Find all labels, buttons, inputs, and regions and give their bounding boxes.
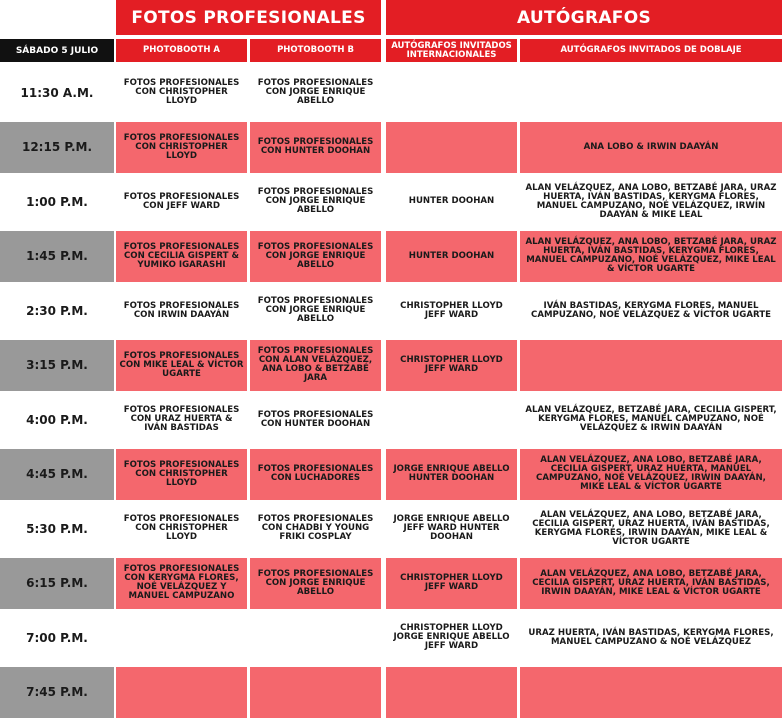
schedule-cell-autografos-doblaje xyxy=(520,667,782,718)
schedule-cell-photobooth-a: FOTOS PROFESIONALES CON JEFF WARD xyxy=(116,176,247,228)
schedule-cell-photobooth-a: FOTOS PROFESIONALES CON CHRISTOPHER LLOYD xyxy=(116,122,247,174)
schedule-cell-autografos-doblaje: ALAN VELÁZQUEZ, ANA LOBO, BETZABÉ JARA, URAZ HUERTA, IVÁN BASTIDAS, KERYGMA FLORES, MANUEL CAMPUZANO, NOÉ VELÁZQUEZ, IRWIN DAAYÁN & MIKE LEAL xyxy=(520,176,782,228)
schedule-cell-photobooth-a: FOTOS PROFESIONALES CON URAZ HUERTA & IVÁN BASTIDAS xyxy=(116,394,247,446)
time-slot: 7:45 P.M. xyxy=(0,667,114,718)
schedule-cell-photobooth-b xyxy=(250,612,381,664)
time-slot: 6:15 P.M. xyxy=(0,558,114,610)
schedule-cell-autografos-internacionales: CHRISTOPHER LLOYD JEFF WARD xyxy=(386,558,517,610)
time-slot: 1:00 P.M. xyxy=(0,176,114,228)
section-fotos-profesionales: FOTOS PROFESIONALES xyxy=(116,0,381,35)
schedule-cell-autografos-internacionales: CHRISTOPHER LLOYD JEFF WARD xyxy=(386,340,517,392)
schedule-cell-autografos-internacionales xyxy=(386,394,517,446)
time-slot: 4:45 P.M. xyxy=(0,449,114,501)
schedule-cell-autografos-internacionales: HUNTER DOOHAN xyxy=(386,231,517,283)
schedule-cell-autografos-internacionales xyxy=(386,667,517,718)
schedule-cell-photobooth-a: FOTOS PROFESIONALES CON CHRISTOPHER LLOYD xyxy=(116,503,247,555)
schedule-cell-photobooth-b: FOTOS PROFESIONALES CON CHADBI Y YOUNG FRIKI COSPLAY xyxy=(250,503,381,555)
schedule-cell-autografos-doblaje: IVÁN BASTIDAS, KERYGMA FLORES, MANUEL CAMPUZANO, NOÉ VELÁZQUEZ & VÍCTOR UGARTE xyxy=(520,285,782,337)
schedule-cell-autografos-internacionales: JORGE ENRIQUE ABELLO JEFF WARD HUNTER DOOHAN xyxy=(386,503,517,555)
schedule-cell-photobooth-a: FOTOS PROFESIONALES CON CHRISTOPHER LLOYD xyxy=(116,449,247,501)
schedule-cell-photobooth-b: FOTOS PROFESIONALES CON HUNTER DOOHAN xyxy=(250,394,381,446)
column-header-autografos-doblaje: AUTÓGRAFOS INVITADOS DE DOBLAJE xyxy=(520,39,782,62)
column-header-photobooth-b: PHOTOBOOTH B xyxy=(250,39,381,62)
schedule-cell-photobooth-a xyxy=(116,667,247,718)
schedule-cell-autografos-internacionales: JORGE ENRIQUE ABELLO HUNTER DOOHAN xyxy=(386,449,517,501)
column-header-photobooth-a: PHOTOBOOTH A xyxy=(116,39,247,62)
schedule-cell-photobooth-b: FOTOS PROFESIONALES CON ALAN VELÁZQUEZ, ANA LOBO & BETZABÉ JARA xyxy=(250,340,381,392)
schedule-cell-photobooth-a: FOTOS PROFESIONALES CON KERYGMA FLORES, NOÉ VELÁZQUEZ Y MANUEL CAMPUZANO xyxy=(116,558,247,610)
schedule-cell-photobooth-a: FOTOS PROFESIONALES CON IRWIN DAAYÁN xyxy=(116,285,247,337)
schedule-cell-autografos-doblaje: ALAN VELÁZQUEZ, ANA LOBO, BETZABÉ JARA, URAZ HUERTA, IVÁN BASTIDAS, KERYGMA FLORES, MANUEL CAMPUZANO, NOÉ VELÁZQUEZ, MIKE LEAL & VÍCTOR UGARTE xyxy=(520,231,782,283)
schedule-cell-autografos-doblaje: URAZ HUERTA, IVÁN BASTIDAS, KERYGMA FLORES, MANUEL CAMPUZANO & NOÉ VELÁZQUEZ xyxy=(520,612,782,664)
schedule-cell-photobooth-b: FOTOS PROFESIONALES CON JORGE ENRIQUE ABELLO xyxy=(250,176,381,228)
schedule-cell-autografos-internacionales: CHRISTOPHER LLOYD JEFF WARD xyxy=(386,285,517,337)
schedule-cell-photobooth-a: FOTOS PROFESIONALES CON CHRISTOPHER LLOYD xyxy=(116,67,247,119)
schedule-cell-autografos-internacionales xyxy=(386,67,517,119)
schedule-cell-autografos-doblaje xyxy=(520,67,782,119)
time-slot: 4:00 P.M. xyxy=(0,394,114,446)
schedule-cell-photobooth-b: FOTOS PROFESIONALES CON JORGE ENRIQUE ABELLO xyxy=(250,67,381,119)
column-header-autografos-internacionales: AUTÓGRAFOS INVITADOS INTERNACIONALES xyxy=(386,39,517,62)
schedule-cell-autografos-doblaje: ALAN VELÁZQUEZ, ANA LOBO, BETZABÉ JARA, CECILIA GISPERT, URAZ HUERTA, IVÁN BASTIDAS, IRWIN DAAYÁN, MIKE LEAL & VÍCTOR UGARTE xyxy=(520,558,782,610)
time-slot: 11:30 A.M. xyxy=(0,67,114,119)
schedule-cell-photobooth-b: FOTOS PROFESIONALES CON JORGE ENRIQUE ABELLO xyxy=(250,231,381,283)
schedule-cell-photobooth-b: FOTOS PROFESIONALES CON JORGE ENRIQUE ABELLO xyxy=(250,558,381,610)
schedule-cell-autografos-internacionales: CHRISTOPHER LLOYD JORGE ENRIQUE ABELLO JEFF WARD xyxy=(386,612,517,664)
time-slot: 12:15 P.M. xyxy=(0,122,114,174)
schedule-cell-photobooth-a xyxy=(116,612,247,664)
schedule-cell-autografos-doblaje xyxy=(520,340,782,392)
day-label: SÁBADO 5 JULIO xyxy=(0,39,114,62)
time-slot: 3:15 P.M. xyxy=(0,340,114,392)
time-slot: 5:30 P.M. xyxy=(0,503,114,555)
schedule-cell-autografos-doblaje: ALAN VELÁZQUEZ, BETZABÉ JARA, CECILIA GISPERT, KERYGMA FLORES, MANUEL CAMPUZANO, NOÉ VELÁZQUEZ & IRWIN DAAYÁN xyxy=(520,394,782,446)
schedule-cell-photobooth-b: FOTOS PROFESIONALES CON LUCHADORES xyxy=(250,449,381,501)
schedule-cell-photobooth-a: FOTOS PROFESIONALES CON CECILIA GISPERT & YUMIKO IGARASHI xyxy=(116,231,247,283)
schedule-cell-autografos-doblaje: ALAN VELÁZQUEZ, ANA LOBO, BETZABÉ JARA, CECILIA GISPERT, URAZ HUERTA, IVÁN BASTIDAS, KERYGMA FLORES, IRWIN DAAYÁN, MIKE LEAL & VÍCTOR UGARTE xyxy=(520,503,782,555)
schedule-cell-photobooth-b: FOTOS PROFESIONALES CON HUNTER DOOHAN xyxy=(250,122,381,174)
section-autografos: AUTÓGRAFOS xyxy=(386,0,782,35)
time-slot: 2:30 P.M. xyxy=(0,285,114,337)
schedule-cell-autografos-doblaje: ANA LOBO & IRWIN DAAYÁN xyxy=(520,122,782,174)
schedule-cell-autografos-doblaje: ALAN VELÁZQUEZ, ANA LOBO, BETZABÉ JARA, CECILIA GISPERT, URAZ HUERTA, MANUEL CAMPUZANO, NOÉ VELÁZQUEZ, IRWIN DAAYÁN, MIKE LEAL & VÍCTOR UGARTE xyxy=(520,449,782,501)
time-slot: 7:00 P.M. xyxy=(0,612,114,664)
schedule-cell-photobooth-b xyxy=(250,667,381,718)
schedule-cell-autografos-internacionales xyxy=(386,122,517,174)
time-slot: 1:45 P.M. xyxy=(0,231,114,283)
schedule-cell-photobooth-a: FOTOS PROFESIONALES CON MIKE LEAL & VÍCTOR UGARTE xyxy=(116,340,247,392)
schedule-cell-photobooth-b: FOTOS PROFESIONALES CON JORGE ENRIQUE ABELLO xyxy=(250,285,381,337)
schedule-cell-autografos-internacionales: HUNTER DOOHAN xyxy=(386,176,517,228)
